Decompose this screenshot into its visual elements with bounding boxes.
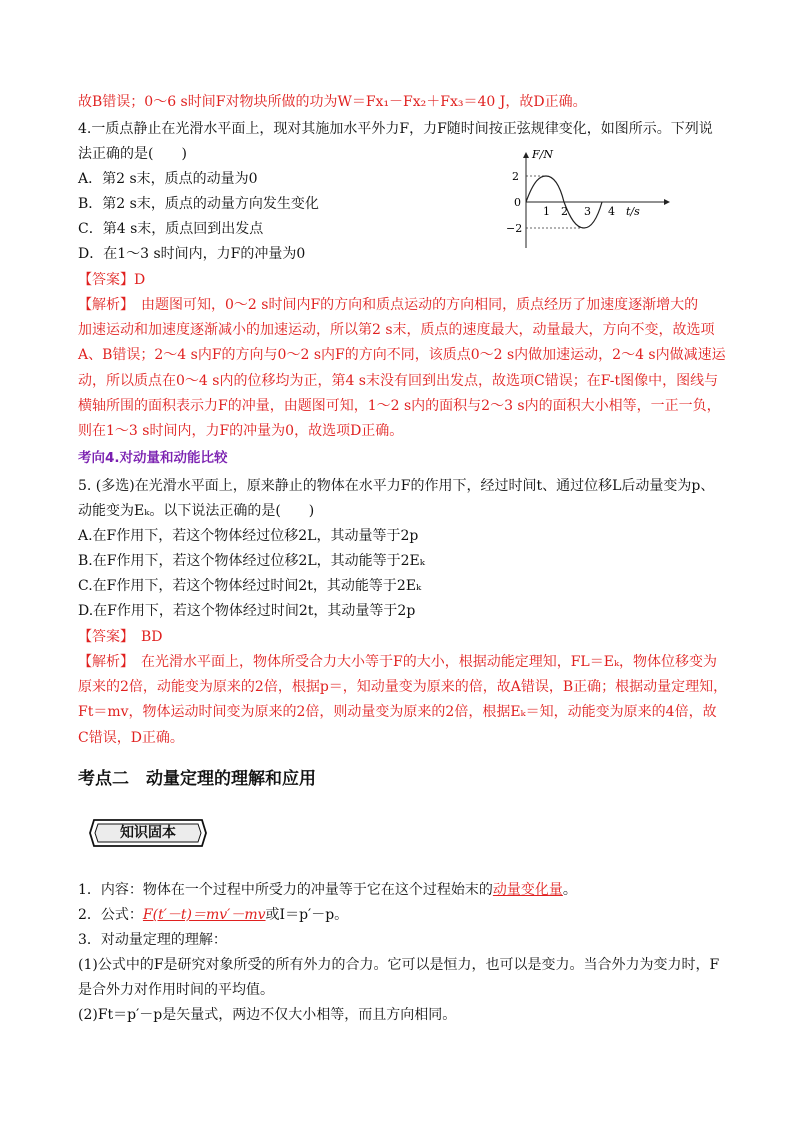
text-line: 【解析】 由题图可知，0～2 s时间内F的方向和质点运动的方向相同，质点经历了加速度逐渐增大的 <box>78 297 699 313</box>
graph-x-tick-1: 1 <box>543 205 550 218</box>
text-line: 动，所以质点在0～4 s内的位移均为正，第4 s末没有回到出发点，故选项C错误；在F-t图像中，图线与 <box>78 373 719 389</box>
text-line: C．第4 s末，质点回到出发点 <box>78 221 264 237</box>
content-text: (1)公式中的F是研究对象所受的所有外力的合力。它可以是恒力，也可以是变力。当合外力为变力时，F <box>78 957 720 973</box>
graph-x-tick-3: 3 <box>584 205 591 218</box>
graph-y-tick-2: 2 <box>512 170 519 183</box>
content-text: 动量变化量 <box>492 882 563 898</box>
text-line: 原来的2倍，动能变为原来的2倍，根据p＝，知动量变为原来的倍，故A错误，B正确；根据动量定理知， <box>78 679 728 695</box>
content-text: 3．对动量定理的理解： <box>78 932 227 948</box>
text-line: 5. (多选)在光滑水平面上，原来静止的物体在水平力F的作用下，经过时间t、通过位移L后动量变为p、 <box>78 478 715 494</box>
badge-label: 知识固本 <box>120 825 176 841</box>
content-text: F(t′－t)＝mv′－mv <box>142 907 266 923</box>
content-text: 或I＝p′－p。 <box>265 907 349 923</box>
graph-x-tick-4: 4 <box>608 205 615 218</box>
text-line: 4.一质点静止在光滑水平面上，现对其施加水平外力F，力F随时间按正弦规律变化，如图所示。下列说 <box>78 121 713 137</box>
force-time-graph <box>498 150 698 250</box>
text-line: A．第2 s末，质点的动量为0 <box>78 171 258 187</box>
text-line: D.在F作用下，若这个物体经过时间2t，其动量等于2p <box>78 603 416 619</box>
content-text: 。 <box>562 882 577 898</box>
text-line: 考向4.对动量和动能比较 <box>78 450 228 466</box>
text-line: 则在1～3 s时间内，力F的冲量为0，故选项D正确。 <box>78 423 404 439</box>
text-line: 加速运动和加速度逐渐减小的加速运动，所以第2 s末，质点的速度最大，动量最大，方向不变，故选项 <box>78 322 715 338</box>
text-line: 【答案】 BD <box>78 629 163 645</box>
text-line: 法正确的是( ) <box>78 146 187 162</box>
section-title: 考点二 动量定理的理解和应用 <box>78 769 316 789</box>
text-line: A.在F作用下，若这个物体经过位移2L，其动量等于2p <box>78 528 419 544</box>
text-line: 【解析】 在光滑水平面上，物体所受合力大小等于F的大小，根据动能定理知，FL＝Eₖ，物体位移变为 <box>78 654 718 670</box>
content-line <box>78 930 227 950</box>
text-line: 故B错误；0～6 s时间F对物块所做的功为W＝Fx₁－Fx₂＋Fx₃＝40 J，故D正确。 <box>78 94 587 110</box>
text-line: C错误，D正确。 <box>78 730 184 746</box>
graph-x-tick-2: 2 <box>561 205 568 218</box>
text-line: B.在F作用下，若这个物体经过位移2L，其动能等于2Eₖ <box>78 553 425 569</box>
graph-x-label: t/s <box>626 205 640 218</box>
content-text: 是合外力对作用时间的平均值。 <box>78 982 274 998</box>
content-text: 1．内容：物体在一个过程中所受力的冲量等于它在这个过程始末的 <box>78 882 493 898</box>
graph-y-tick-neg2: −2 <box>506 222 523 235</box>
content-line <box>78 955 719 975</box>
content-text: 2．公式： <box>78 907 143 923</box>
content-line <box>78 905 348 925</box>
text-line: 横轴所围的面积表示力F的冲量，由题图可知，1～2 s内的面积与2～3 s内的面积大小相等，一正一负， <box>78 398 721 414</box>
graph-y-tick-0: 0 <box>514 196 521 209</box>
text-line: Ft＝mv，物体运动时间变为原来的2倍，则动量变为原来的2倍，根据Eₖ＝知，动能变为原来的4倍，故 <box>78 704 717 720</box>
text-line: 动能变为Eₖ。以下说法正确的是( ) <box>78 503 315 519</box>
text-line: A、B错误；2～4 s内F的方向与0～2 s内F的方向不同，该质点0～2 s内做加速运动，2～4 s内做减速运 <box>78 347 726 363</box>
text-line: D．在1～3 s时间内，力F的冲量为0 <box>78 246 306 262</box>
graph-y-label: F/N <box>532 150 553 161</box>
content-text: (2)Ft＝p′－p是矢量式，两边不仅大小相等，而且方向相同。 <box>78 1007 457 1023</box>
text-line: B．第2 s末，质点的动量方向发生变化 <box>78 196 319 212</box>
content-line <box>78 980 274 1000</box>
content-line <box>78 880 577 900</box>
content-line <box>78 1005 456 1025</box>
text-line: 【答案】D <box>78 272 146 288</box>
text-line: C.在F作用下，若这个物体经过时间2t，其动能等于2Eₖ <box>78 578 422 594</box>
